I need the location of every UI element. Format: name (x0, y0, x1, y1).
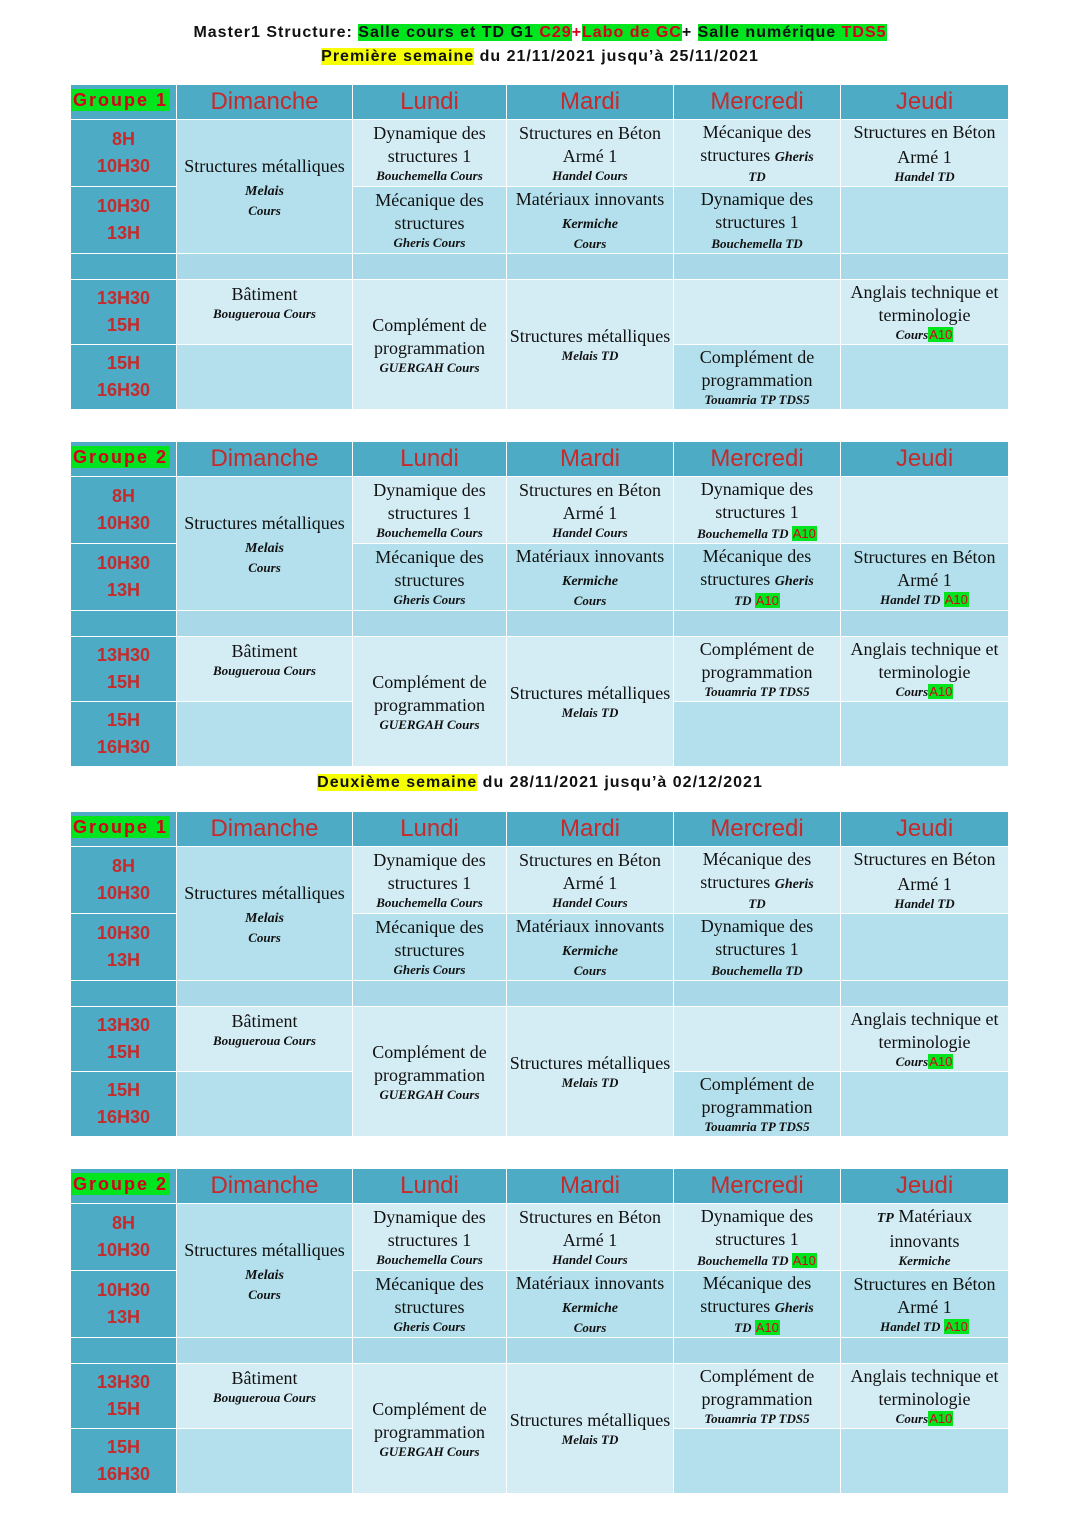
timetable-1 (70, 84, 1009, 410)
cell-mercredi-2: Dynamique des structures 1 Bouchemella TD (674, 914, 841, 981)
group-label: Groupe 1 (73, 817, 169, 837)
group-label: Groupe 2 (73, 447, 169, 467)
day-mardi: Mardi (507, 442, 674, 477)
room-tag: A10 (755, 1320, 779, 1335)
day-jeudi: Jeudi (841, 1169, 1009, 1204)
day-mardi: Mardi (507, 1169, 674, 1204)
cell-jeudi-1: Structures en Béton Armé 1 Handel TD (841, 120, 1009, 187)
cell-mercredi-1: Mécanique des structures Gheris TD (674, 847, 841, 914)
room-tag: A10 (755, 593, 779, 608)
cell-dimanche-morning: Structures métalliques Melais Cours (177, 1204, 353, 1338)
day-dimanche: Dimanche (177, 442, 353, 477)
day-mercredi: Mercredi (674, 812, 841, 847)
cell-dimanche-3: Bâtiment Bougueroua Cours (177, 280, 353, 345)
time-slot-4: 15H 16H30 (71, 1429, 177, 1494)
title-plus: + (571, 24, 583, 41)
cell-lundi-afternoon: Complément de programmation GUERGAH Cours (353, 637, 507, 767)
time-slot-2: 10H30 13H (71, 187, 177, 254)
week1-label: Première semaine (321, 48, 475, 65)
cell-jeudi-3: Anglais technique et terminologie CoursA10 (841, 280, 1009, 345)
cell-dimanche-morning: Structures métalliques Melais Cours (177, 120, 353, 254)
cell-mercredi-3: Complément de programmation Touamria TP TDS5 (674, 1364, 841, 1429)
cell-mardi-1: Structures en Béton Armé 1 Handel Cours (507, 477, 674, 544)
week2-heading (0, 774, 1080, 792)
day-dimanche: Dimanche (177, 812, 353, 847)
day-dimanche: Dimanche (177, 1169, 353, 1204)
cell-lundi-1: Dynamique des structures 1 Bouchemella Cours (353, 847, 507, 914)
cell-mardi-afternoon: Structures métalliques Melais TD (507, 637, 674, 767)
time-slot-2: 10H30 13H (71, 1271, 177, 1338)
cell-mercredi-3 (674, 1007, 841, 1072)
cell-mercredi-4 (674, 702, 841, 767)
group-label: Groupe 1 (73, 90, 169, 110)
cell-mardi-afternoon: Structures métalliques Melais TD (507, 1364, 674, 1494)
cell-jeudi-4 (841, 345, 1009, 410)
cell-jeudi-3: Anglais technique et terminologie CoursA10 (841, 1364, 1009, 1429)
time-slot-1: 8H 10H30 (71, 1204, 177, 1271)
cell-jeudi-2 (841, 187, 1009, 254)
cell-mardi-afternoon: Structures métalliques Melais TD (507, 280, 674, 410)
cell-mercredi-1: Dynamique des structures 1 Bouchemella TD A10 (674, 477, 841, 544)
group-label: Groupe 2 (73, 1174, 169, 1194)
cell-dimanche-3: Bâtiment Bougueroua Cours (177, 1364, 353, 1429)
cell-jeudi-1: TP Matériaux innovants Kermiche (841, 1204, 1009, 1271)
cell-dimanche-3: Bâtiment Bougueroua Cours (177, 637, 353, 702)
day-mercredi: Mercredi (674, 1169, 841, 1204)
cell-mardi-2: Matériaux innovants Kermiche Cours (507, 914, 674, 981)
document-title (0, 24, 1080, 42)
title-plus-2: + (681, 24, 698, 41)
week1-heading (0, 48, 1080, 66)
time-slot-3: 13H30 15H (71, 637, 177, 702)
time-slot-2: 10H30 13H (71, 914, 177, 981)
time-slot-1: 8H 10H30 (71, 120, 177, 187)
group-header (71, 85, 177, 120)
time-slot-3: 13H30 15H (71, 1364, 177, 1429)
day-lundi: Lundi (353, 442, 507, 477)
cell-mardi-1: Structures en Béton Armé 1 Handel Cours (507, 847, 674, 914)
cell-jeudi-3: Anglais technique et terminologie CoursA10 (841, 1007, 1009, 1072)
cell-lundi-afternoon: Complément de programmation GUERGAH Cours (353, 1364, 507, 1494)
cell-jeudi-2: Structures en Béton Armé 1 Handel TD A10 (841, 1271, 1009, 1338)
time-slot-2: 10H30 13H (71, 544, 177, 611)
cell-dimanche-morning: Structures métalliques Melais Cours (177, 847, 353, 981)
cell-mardi-2: Matériaux innovants Kermiche Cours (507, 187, 674, 254)
day-jeudi: Jeudi (841, 85, 1009, 120)
cell-mardi-afternoon: Structures métalliques Melais TD (507, 1007, 674, 1137)
timetable-2 (70, 441, 1009, 767)
room-tag: A10 (792, 1253, 816, 1268)
cell-lundi-1: Dynamique des structures 1 Bouchemella Cours (353, 1204, 507, 1271)
time-slot-1: 8H 10H30 (71, 477, 177, 544)
room-tag: A10 (792, 526, 816, 541)
room-tag: A10 (944, 1319, 968, 1334)
cell-lundi-2: Mécanique des structures Gheris Cours (353, 187, 507, 254)
group-header (71, 442, 177, 477)
week1-dates: du 21/11/2021 jusqu’à 25/11/2021 (474, 48, 759, 65)
cell-mardi-2: Matériaux innovants Kermiche Cours (507, 1271, 674, 1338)
room-tag: A10 (929, 327, 953, 342)
day-mercredi: Mercredi (674, 85, 841, 120)
cell-dimanche-4 (177, 1072, 353, 1137)
group-header (71, 1169, 177, 1204)
cell-dimanche-4 (177, 1429, 353, 1494)
cell-lundi-2: Mécanique des structures Gheris Cours (353, 1271, 507, 1338)
cell-mercredi-1: Mécanique des structures Gheris TD (674, 120, 841, 187)
cell-jeudi-4 (841, 1429, 1009, 1494)
time-slot-1: 8H 10H30 (71, 847, 177, 914)
group-header (71, 812, 177, 847)
cell-mercredi-3 (674, 280, 841, 345)
cell-mardi-2: Matériaux innovants Kermiche Cours (507, 544, 674, 611)
title-digital-room: Salle numérique TDS5 (697, 24, 887, 41)
cell-dimanche-4 (177, 345, 353, 410)
day-mardi: Mardi (507, 85, 674, 120)
day-lundi: Lundi (353, 85, 507, 120)
cell-jeudi-2: Structures en Béton Armé 1 Handel TD A10 (841, 544, 1009, 611)
cell-mercredi-2: Mécanique des structures Gheris TD A10 (674, 544, 841, 611)
cell-jeudi-1: Structures en Béton Armé 1 Handel TD (841, 847, 1009, 914)
day-dimanche: Dimanche (177, 85, 353, 120)
room-tag: A10 (944, 592, 968, 607)
cell-jeudi-4 (841, 1072, 1009, 1137)
cell-dimanche-3: Bâtiment Bougueroua Cours (177, 1007, 353, 1072)
day-mardi: Mardi (507, 812, 674, 847)
cell-lundi-1: Dynamique des structures 1 Bouchemella Cours (353, 477, 507, 544)
room-tag: A10 (929, 684, 953, 699)
cell-lundi-2: Mécanique des structures Gheris Cours (353, 914, 507, 981)
room-tag: A10 (929, 1054, 953, 1069)
room-tag: A10 (929, 1411, 953, 1426)
cell-dimanche-4 (177, 702, 353, 767)
cell-jeudi-3: Anglais technique et terminologie CoursA10 (841, 637, 1009, 702)
day-lundi: Lundi (353, 1169, 507, 1204)
cell-mercredi-2: Dynamique des structures 1 Bouchemella TD (674, 187, 841, 254)
cell-mercredi-3: Complément de programmation Touamria TP TDS5 (674, 637, 841, 702)
time-slot-4: 15H 16H30 (71, 345, 177, 410)
cell-mardi-1: Structures en Béton Armé 1 Handel Cours (507, 120, 674, 187)
day-lundi: Lundi (353, 812, 507, 847)
cell-mercredi-1: Dynamique des structures 1 Bouchemella TD A10 (674, 1204, 841, 1271)
cell-dimanche-morning: Structures métalliques Melais Cours (177, 477, 353, 611)
lunch-break-row (71, 254, 1009, 280)
timetable-3 (70, 811, 1009, 1137)
title-room-label: Salle cours et TD G1 C29 (358, 24, 572, 41)
cell-lundi-2: Mécanique des structures Gheris Cours (353, 544, 507, 611)
time-slot-3: 13H30 15H (71, 280, 177, 345)
lunch-break-row (71, 1338, 1009, 1364)
day-jeudi: Jeudi (841, 812, 1009, 847)
cell-mardi-1: Structures en Béton Armé 1 Handel Cours (507, 1204, 674, 1271)
cell-jeudi-4 (841, 702, 1009, 767)
cell-lundi-1: Dynamique des structures 1 Bouchemella Cours (353, 120, 507, 187)
cell-lundi-afternoon: Complément de programmation GUERGAH Cours (353, 1007, 507, 1137)
lunch-break-row (71, 981, 1009, 1007)
cell-jeudi-1 (841, 477, 1009, 544)
week2-dates: du 28/11/2021 jusqu’à 02/12/2021 (477, 774, 763, 791)
title-lab: Labo de GC (582, 24, 682, 41)
cell-lundi-afternoon: Complément de programmation GUERGAH Cours (353, 280, 507, 410)
cell-mercredi-4: Complément de programmation Touamria TP TDS5 (674, 1072, 841, 1137)
time-slot-4: 15H 16H30 (71, 702, 177, 767)
day-jeudi: Jeudi (841, 442, 1009, 477)
timetable-4 (70, 1168, 1009, 1494)
lunch-break-row (71, 611, 1009, 637)
cell-mercredi-4 (674, 1429, 841, 1494)
cell-mercredi-2: Mécanique des structures Gheris TD A10 (674, 1271, 841, 1338)
day-mercredi: Mercredi (674, 442, 841, 477)
week2-label: Deuxième semaine (317, 774, 478, 791)
title-program: Master1 Structure: (193, 24, 359, 41)
time-slot-4: 15H 16H30 (71, 1072, 177, 1137)
time-slot-3: 13H30 15H (71, 1007, 177, 1072)
cell-mercredi-4: Complément de programmation Touamria TP TDS5 (674, 345, 841, 410)
cell-jeudi-2 (841, 914, 1009, 981)
